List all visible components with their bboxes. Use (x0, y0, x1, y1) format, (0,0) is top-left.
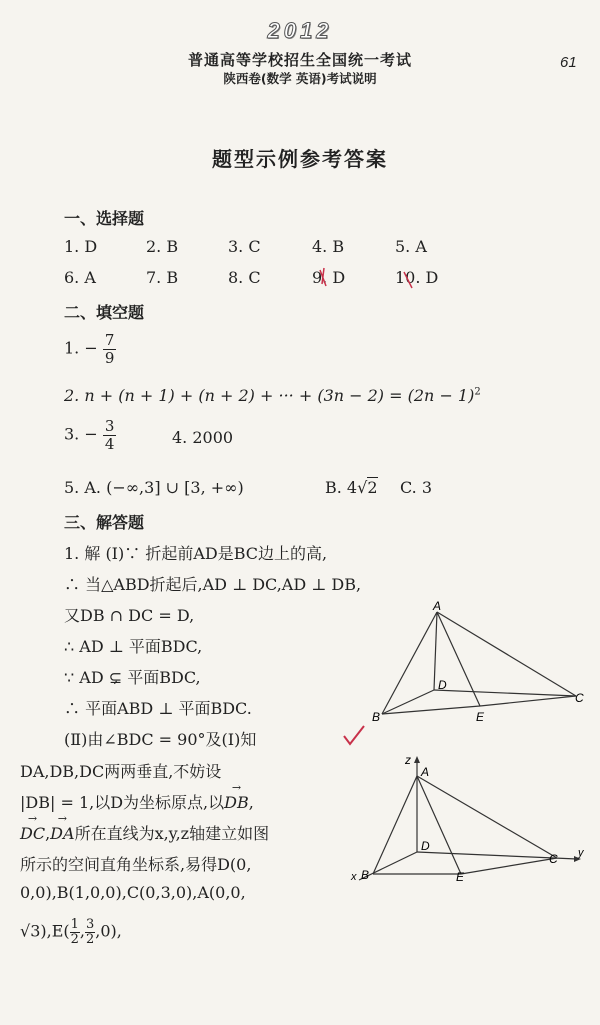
numerator: 7 (104, 331, 115, 349)
choice-answer-2: 2. B (146, 237, 179, 256)
solution-line-7: (Ⅱ)由∠BDC = 90°及(Ⅰ)知 (64, 730, 257, 749)
section-heading-choice: 一、选择题 (64, 209, 145, 228)
fill-answer-2-text: 2. n + (n + 1) + (n + 2) + ··· + (3n − 2) = (2n − 1) (64, 386, 475, 405)
numerator: 1 (70, 917, 79, 932)
solution-line-13-start: √3),E( (20, 921, 70, 941)
denominator: 9 (104, 348, 115, 367)
solution-line-9 (20, 790, 254, 813)
fraction (103, 332, 117, 366)
edge-ac (437, 612, 576, 696)
vector-dc: → DC (20, 824, 45, 843)
solution-line-12: 0,0),B(1,0,0),C(0,3,0),A(0,0, (20, 883, 246, 902)
label-y: y (578, 847, 584, 859)
vector-db: → DB (224, 793, 249, 812)
label-x: x (351, 871, 357, 882)
edge-ab (382, 612, 437, 714)
solution-line-13-end: ,0), (95, 921, 122, 941)
choice-answer-6: 6. A (64, 268, 96, 287)
section-heading-fill: 二、填空题 (64, 303, 145, 322)
label-d: D (438, 678, 447, 692)
fraction (70, 918, 80, 946)
choice-answer-9: 9. D (312, 268, 346, 287)
header-exam-subtitle: 陕西卷(数学 英语)考试说明 (223, 71, 377, 86)
denominator: 2 (70, 931, 79, 947)
edge-ec (480, 696, 576, 706)
fill-answer-4: 4. 2000 (172, 428, 234, 447)
page-title: 题型示例参考答案 (212, 147, 388, 171)
pen-mark-icon (300, 262, 450, 292)
solution-line-11: 所示的空间直角坐标系,易得D(0, (20, 855, 252, 874)
fill-answer-1-prefix: 1. − (64, 338, 98, 358)
numerator: 3 (104, 417, 115, 435)
numerator: 3 (86, 917, 95, 932)
fill-answer-3-prefix: 3. − (64, 424, 98, 444)
choice-answer-7: 7. B (146, 268, 179, 287)
comma: , (248, 793, 254, 812)
solution-line-4: ∴ AD ⊥ 平面BDC, (64, 637, 203, 656)
solution-line-13 (20, 918, 122, 946)
label-e: E (456, 870, 465, 882)
solution-line-5: ∵ AD ⊊ 平面BDC, (64, 668, 201, 687)
edge-dc (434, 690, 576, 696)
label-d: D (421, 839, 430, 853)
radicand: 2 (367, 478, 378, 497)
header-year: 2012 (267, 18, 333, 43)
pen-check-icon (340, 722, 370, 752)
fraction (85, 918, 95, 946)
section-heading-solve: 三、解答题 (64, 513, 145, 532)
fill-answer-5b-prefix: B. 4 (325, 478, 358, 497)
edge-ec (461, 858, 557, 874)
fill-answer-2 (64, 386, 481, 405)
solution-line-6: ∴ 平面ABD ⊥ 平面BDC. (64, 699, 252, 718)
solution-line-9-text: |DB| = 1,以D为坐标原点,以 (20, 793, 225, 812)
fill-answer-3 (64, 418, 116, 452)
edge-ad (434, 612, 437, 690)
label-b: B (372, 710, 381, 724)
coordinate-figure-2 (345, 752, 590, 882)
label-a: A (421, 765, 430, 779)
choice-answer-5: 5. A (395, 237, 427, 256)
vector-da: → DA (50, 824, 74, 843)
comma: , (45, 824, 51, 843)
fill-answer-1 (64, 332, 116, 366)
solution-line-1: 1. 解 (Ⅰ)∵ 折起前AD是BC边上的高, (64, 544, 328, 563)
denominator: 4 (104, 434, 115, 453)
fill-answer-5b: B. 4√2 (325, 478, 378, 497)
label-c: C (575, 691, 584, 705)
page-number: 61 (560, 54, 577, 71)
label-e: E (476, 710, 485, 724)
solution-line-8: DA,DB,DC两两垂直,不妨设 (20, 762, 222, 781)
solution-line-10-text: 所在直线为x,y,z轴建立如图 (74, 824, 270, 843)
header-exam-title: 普通高等学校招生全国统一考试 (187, 51, 412, 69)
choice-answer-3: 3. C (228, 237, 261, 256)
choice-answer-8: 8. C (228, 268, 261, 287)
z-arrow-icon (414, 756, 420, 763)
solution-line-10 (20, 821, 269, 844)
solution-line-2: ∴ 当△ABD折起后,AD ⊥ DC,AD ⊥ DB, (64, 575, 362, 594)
denominator: 2 (86, 931, 95, 947)
fill-answer-5a: 5. A. (−∞,3] ∪ [3, +∞) (64, 478, 244, 497)
label-z: z (405, 753, 411, 767)
edge-ab (373, 776, 417, 874)
label-a: A (433, 599, 442, 613)
label-b: B (361, 868, 370, 882)
edge-ae (417, 776, 461, 874)
fraction (103, 418, 117, 452)
choice-answer-10: 10. D (395, 268, 439, 287)
edge-ac (417, 776, 557, 858)
choice-answer-4: 4. B (312, 237, 345, 256)
comma: , (79, 921, 85, 941)
solution-line-3: 又DB ∩ DC = D, (64, 606, 195, 625)
fill-answer-5c: C. 3 (400, 478, 433, 497)
choice-answer-1: 1. D (64, 237, 98, 256)
exponent: 2 (474, 386, 481, 398)
label-c: C (549, 852, 558, 866)
tetrahedron-figure-1 (370, 598, 590, 728)
